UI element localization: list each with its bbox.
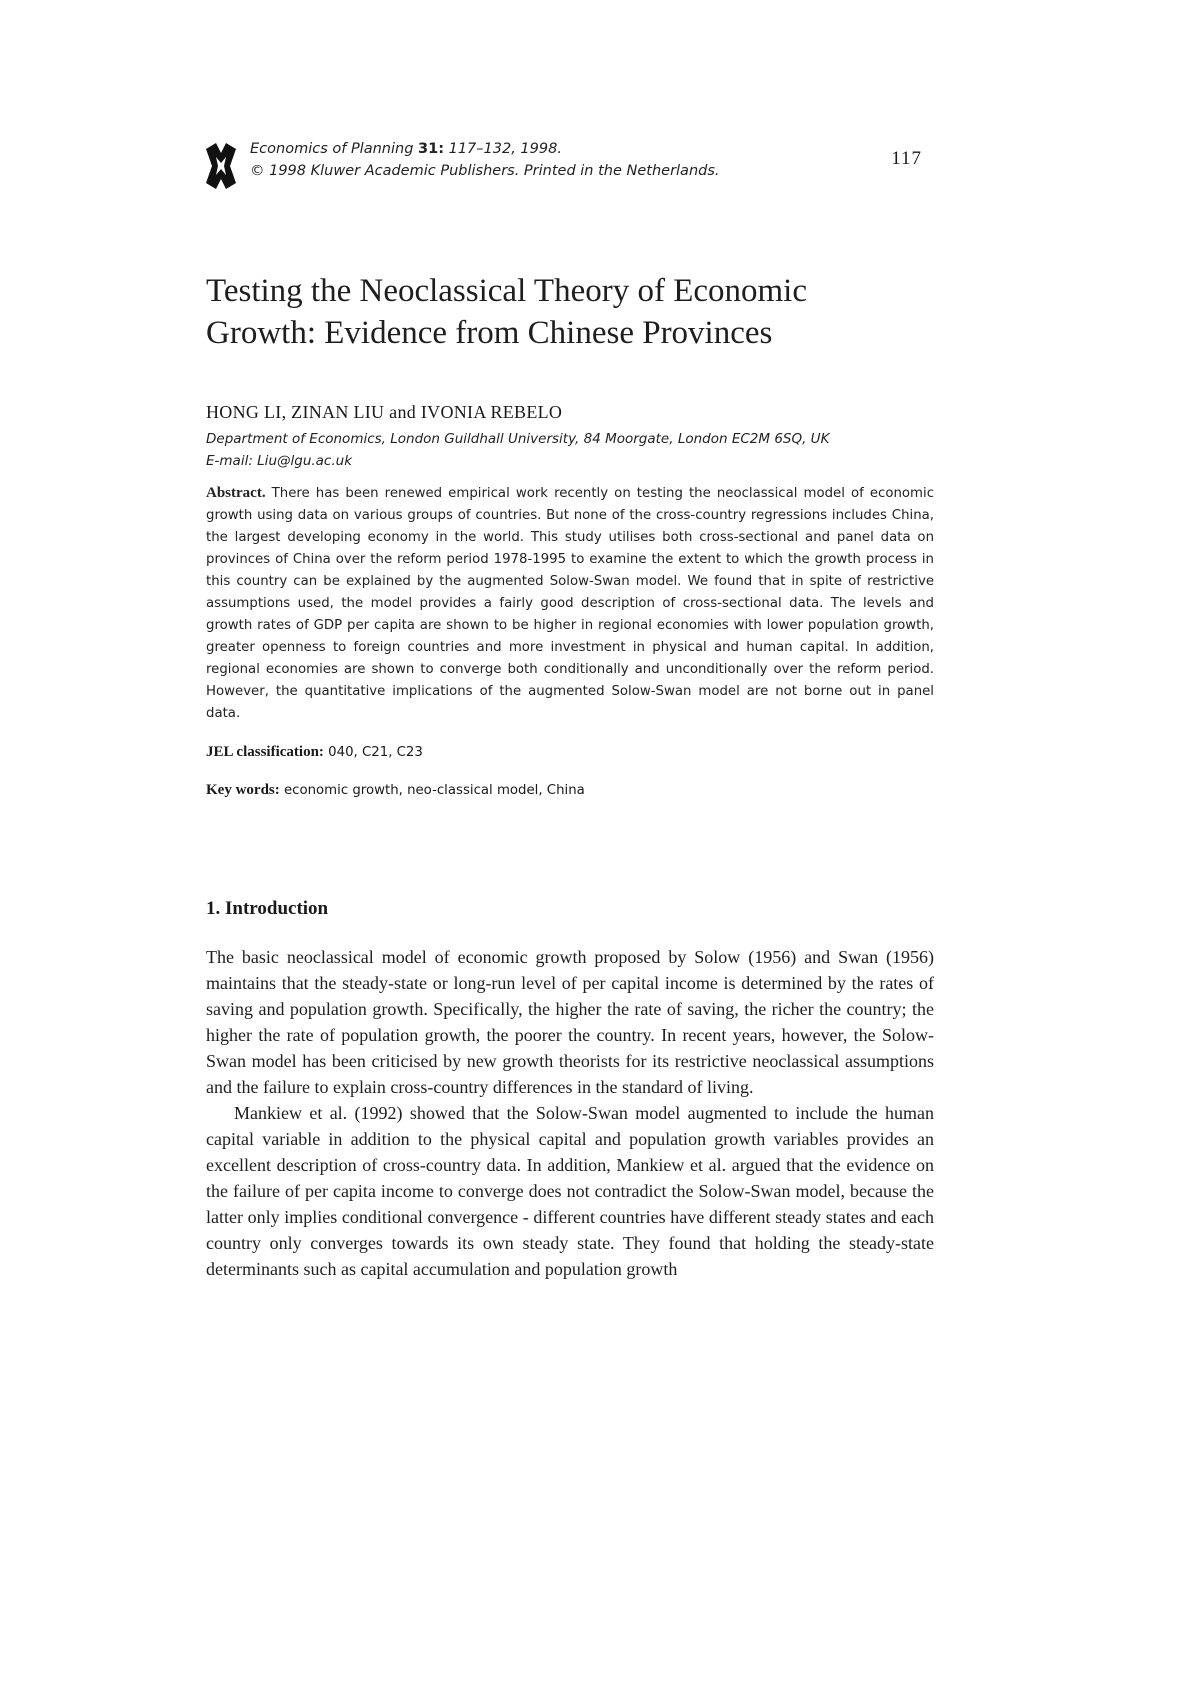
journal-name: Economics of Planning: [250, 141, 414, 157]
abstract-label: Abstract.: [206, 485, 266, 501]
keywords-label: Key words:: [206, 782, 280, 798]
jel-label: JEL classification:: [206, 744, 324, 760]
abstract: [206, 482, 934, 725]
keywords-value: economic growth, neo-classical model, China: [283, 783, 585, 798]
journal-pages-year: 117–132, 1998.: [448, 141, 562, 157]
title-line-1: Testing the Neoclassical Theory of Economic: [206, 273, 807, 309]
author-email: E-mail: Liu@lgu.ac.uk: [206, 453, 353, 469]
body-text: [206, 944, 934, 1282]
title-line-2: Growth: Evidence from Chinese Provinces: [206, 315, 773, 351]
journal-citation: [250, 138, 890, 182]
author-list: HONG LI, ZINAN LIU and IVONIA REBELO: [206, 402, 563, 422]
publisher-logo-icon: [206, 143, 236, 189]
abstract-text: There has been renewed empirical work recently on testing the neoclassical model of economic growth using data on various groups of countries. But none of the cross-country regressions includes China, the largest developing economy in the world. This study utilises both cross-sectional and panel data on provinces of China over the reform period 1978-1995 to examine the extent to which the growth process in this country can be explained by the augmented Solow-Swan model. We found that in spite of restrictive assumptions used, the model provides a fairly good description of cross-sectional data. The levels and growth rates of GDP per capita are shown to be higher in regional economies with lower population growth, greater openness to foreign countries and more investment in physical and human capital. In addition, regional economies are shown to converge both conditionally and unconditionally over the reform period. However, the quantitative implications of the augmented Solow-Swan model are not borne out in panel data.: [206, 486, 935, 721]
journal-copyright: © 1998 Kluwer Academic Publishers. Printed in the Netherlands.: [250, 163, 720, 179]
author-affiliation: [206, 428, 966, 472]
journal-volume: 31:: [418, 141, 444, 157]
journal-line-1: [250, 138, 890, 160]
section-heading: 1. Introduction: [206, 898, 329, 919]
affiliation-address: Department of Economics, London Guildhall University, 84 Moorgate, London EC2M 6SQ, UK: [206, 431, 830, 447]
paragraph: Mankiew et al. (1992) showed that the Solow-Swan model augmented to include the human capital variable in addition to the physical capital and population growth variables provides an excellent description of cross-country data. In addition, Mankiew et al. argued that the evidence on the failure of per capita income to converge does not contradict the Solow-Swan model, because the latter only implies conditional convergence - different countries have different steady states and each country only converges towards its own steady state. They found that holding the steady-state determinants such as capital accumulation and population growth: [206, 1103, 934, 1279]
paragraph: The basic neoclassical model of economic growth proposed by Solow (1956) and Swan (1956) maintains that the steady-state or long-run level of per capital income is determined by the rates of saving and population growth. Specifically, the higher the rate of saving, the richer the country; the higher the rate of population growth, the poorer the country. In recent years, however, the Solow-Swan model has been criticised by new growth theorists for its restrictive neoclassical assumptions and the failure to explain cross-country differences in the standard of living.: [206, 947, 934, 1097]
keywords: [206, 782, 585, 799]
jel-classification: [206, 744, 423, 761]
article-title: [206, 270, 966, 354]
page-number: 117: [891, 148, 922, 169]
jel-value: 040, C21, C23: [328, 745, 423, 760]
